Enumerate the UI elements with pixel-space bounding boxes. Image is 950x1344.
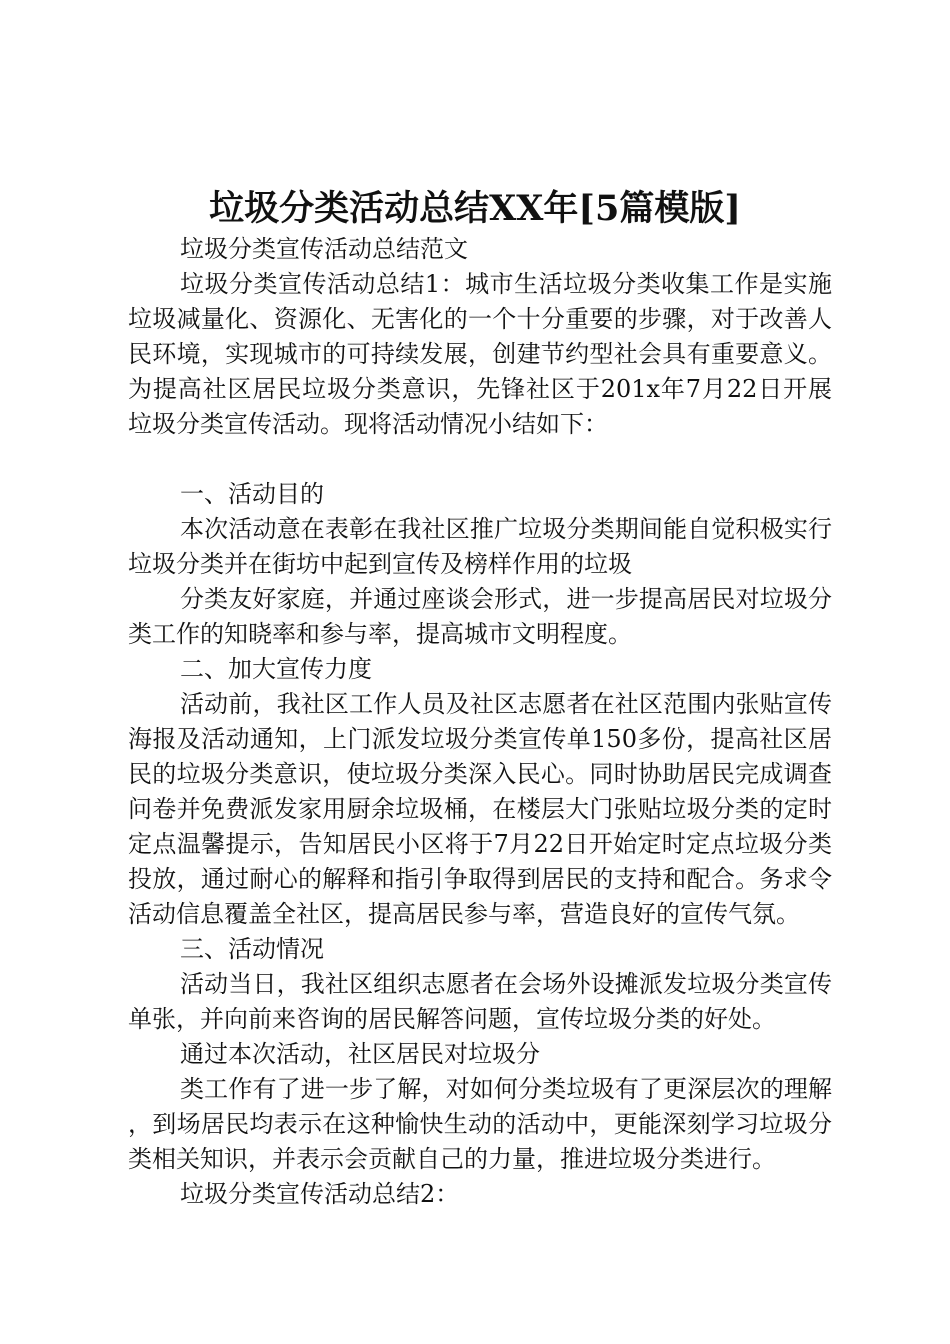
paragraph-subtitle: 垃圾分类宣传活动总结范文: [180, 235, 468, 263]
section-heading-activity: 三、活动情况: [180, 935, 324, 963]
section-heading-purpose: 一、活动目的: [180, 480, 324, 508]
paragraph-purpose-1: 本次活动意在表彰在我社区推广垃圾分类期间能自觉积极实行垃圾分类并在街坊中起到宣传及榜样作用的垃圾: [128, 515, 832, 578]
paragraph-summary-1-intro: 垃圾分类宣传活动总结1：城市生活垃圾分类收集工作是实施垃圾减量化、资源化、无害化的一个十分重要的步骤，对于改善人民环境，实现城市的可持续发展，创建节约型社会具有重要意义。为提高社区居民垃圾分类意识，先锋社区于201x年7月22日开展垃圾分类宣传活动。现将活动情况小结如下：: [128, 270, 832, 438]
paragraph-summary-2-heading: 垃圾分类宣传活动总结2：: [180, 1180, 460, 1208]
document-title: 垃圾分类活动总结XX年[5篇模版]: [209, 188, 741, 229]
paragraph-activity-1: 活动当日，我社区组织志愿者在会场外设摊派发垃圾分类宣传单张，并向前来咨询的居民解答问题，宣传垃圾分类的好处。: [128, 970, 832, 1033]
blank-line: [128, 442, 832, 477]
paragraph-activity-3: 类工作有了进一步了解，对如何分类垃圾有了更深层次的理解，到场居民均表示在这种愉快生动的活动中，更能深刻学习垃圾分类相关知识，并表示会贡献自己的力量，推进垃圾分类进行。: [128, 1075, 832, 1173]
paragraph-publicity: 活动前，我社区工作人员及社区志愿者在社区范围内张贴宣传海报及活动通知，上门派发垃圾分类宣传单150多份，提高社区居民的垃圾分类意识，使垃圾分类深入民心。同时协助居民完成调查问卷并免费派发家用厨余垃圾桶，在楼层大门张贴垃圾分类的定时定点温馨提示，告知居民小区将于7月22日开始定时定点垃圾分类投放，通过耐心的解释和指引争取得到居民的支持和配合。务求令活动信息覆盖全社区，提高居民参与率，营造良好的宣传气氛。: [128, 690, 832, 928]
section-heading-publicity: 二、加大宣传力度: [180, 655, 372, 683]
paragraph-purpose-2: 分类友好家庭，并通过座谈会形式，进一步提高居民对垃圾分类工作的知晓率和参与率，提高城市文明程度。: [128, 585, 832, 648]
document-body: [128, 232, 832, 1212]
paragraph-activity-2: 通过本次活动，社区居民对垃圾分: [180, 1040, 540, 1068]
